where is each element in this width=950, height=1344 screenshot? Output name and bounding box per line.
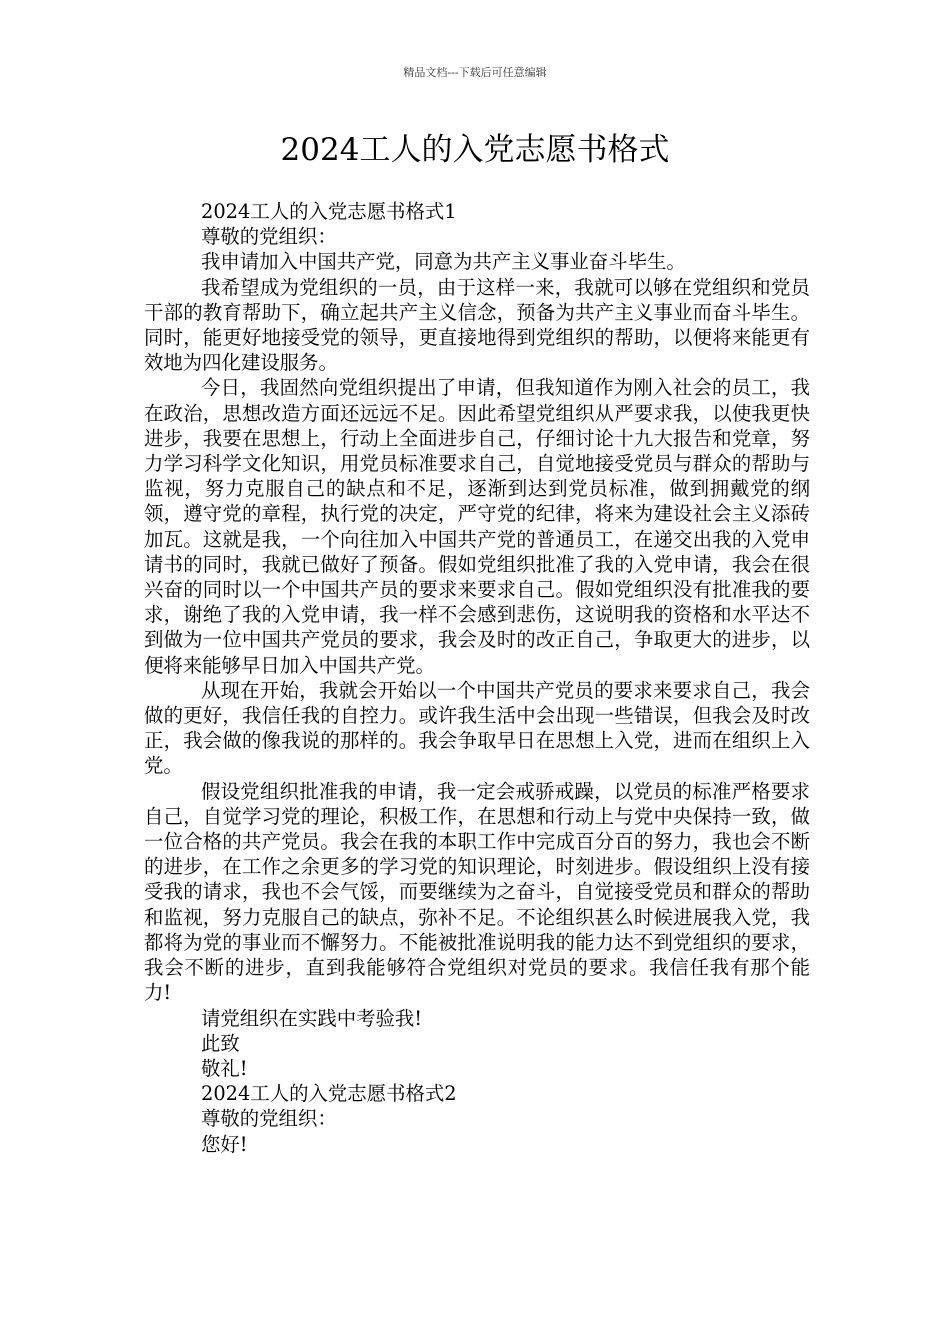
body-paragraph: 假设党组织批准我的申请，我一定会戒骄戒躁，以党员的标准严格要求自己，自觉学习党的理论，积极工作，在思想和行动上与党中央保持一致，做一位合格的共产党员。我会在我的本职工作中完成百分百的努力，我也会不断的进步，在工作之余更多的学习党的知识理论，时刻进步。假设组织上没有接受我的请求，我也不会气馁，而要继续为之奋斗，自觉接受党员和群众的帮助和监视，努力克服自己的缺点，弥补不足。不论组织甚么时候进展我入党，我都将为党的事业而不懈努力。不能被批准说明我的能力达不到党组织的要求，我会不断的进步，直到我能够符合党组织对党员的要求。我信任我有那个能力! (144, 779, 810, 1005)
closing-line: 请党组织在实践中考验我! (201, 1006, 423, 1030)
document-title: 2024工人的入党志愿书格式 (280, 132, 670, 168)
header-note: 精品文档---下载后可任意编辑 (403, 66, 547, 79)
salutation: 尊敬的党组织： (201, 1107, 337, 1131)
body-paragraph: 我希望成为党组织的一员，由于这样一来，我就可以够在党组织和党员干部的教育帮助下，确立起共产主义信念，预备为共产主义事业而奋斗毕生。同时，能更好地接受党的领导，更直接地得到党组织的帮助，以便将来能更有效地为四化建设服务。 (144, 275, 810, 375)
salutation: 尊敬的党组织： (201, 225, 337, 249)
closing-line: 此致 (201, 1031, 240, 1055)
section-heading-1: 2024工人的入党志愿书格式1 (201, 200, 457, 223)
document-body (144, 199, 810, 1157)
body-paragraph: 我申请加入中国共产党，同意为共产主义事业奋斗毕生。 (201, 250, 686, 274)
body-paragraph: 今日，我固然向党组织提出了申请，但我知道作为刚入社会的员工，我在政治，思想改造方面还远远不足。因此希望党组织从严要求我，以使我更快进步，我要在思想上，行动上全面进步自己，仔细讨论十九大报告和党章，努力学习科学文化知识，用党员标准要求自己，自觉地接受党员与群众的帮助与监视，努力克服自己的缺点和不足，逐渐到达到党员标准，做到拥戴党的纲领，遵守党的章程，执行党的决定，严守党的纪律，将来为建设社会主义添砖加瓦。这就是我，一个向往加入中国共产党的普通员工，在递交出我的入党申请书的同时，我就已做好了预备。假如党组织批准了我的入党申请，我会在很兴奋的同时以一个中国共产员的要求来要求自己。假如党组织没有批准我的要求，谢绝了我的入党申请，我一样不会感到悲伤，这说明我的资格和水平达不到做为一位中国共产党员的要求，我会及时的改正自己，争取更大的进步，以便将来能够早日加入中国共产党。 (144, 376, 810, 677)
body-paragraph: 从现在开始，我就会开始以一个中国共产党员的要求来要求自己，我会做的更好，我信任我的自控力。或许我生活中会出现一些错误，但我会及时改正，我会做的像我说的那样的。我会争取早日在思想上入党，进而在组织上入党。 (144, 678, 810, 778)
section-heading-2: 2024工人的入党志愿书格式2 (201, 1082, 457, 1106)
greeting: 您好! (201, 1132, 248, 1156)
closing-line: 敬礼! (201, 1056, 248, 1080)
